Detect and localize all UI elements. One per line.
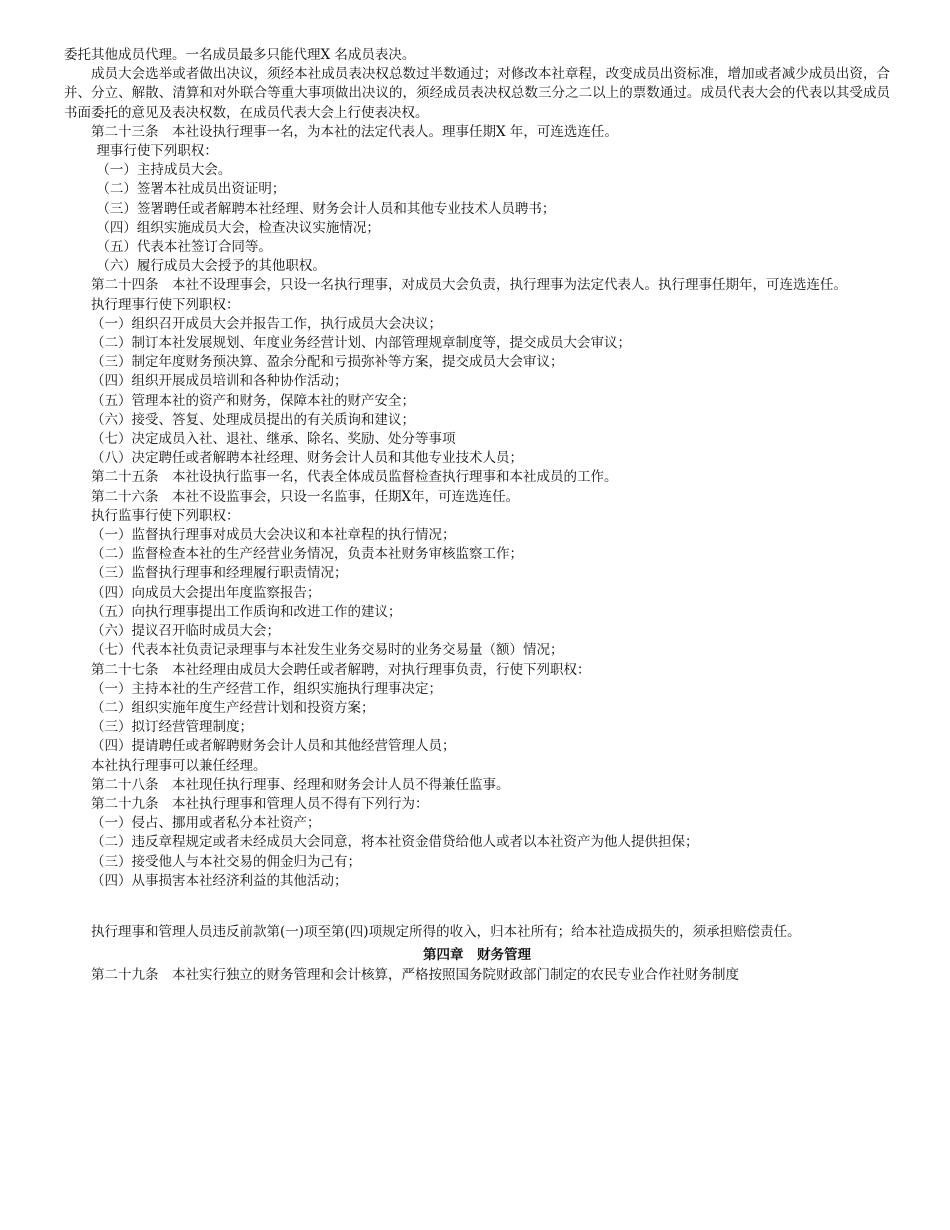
text-line: （六）提议召开临时成员大会；	[91, 623, 280, 640]
paragraph: 成员大会选举或者做出决议，须经本社成员表决权总数过半数通过；对修改本社章程，改变成员出资标准，增加或者减少成员出资，合并、分立、解散、清算和对外联合等重大事项做出决议的，须经成员表决权总数三分之二以上的票数通过。成员代表大会的代表以其受成员书面委托的意见及表决权数，在成员代表大会上行使表决权。	[64, 66, 890, 121]
text-line: （四）组织开展成员培训和各种协作活动；	[91, 373, 348, 390]
text-line: 执行监事行使下列职权：	[91, 507, 240, 524]
text-line: （四）提请聘任或者解聘财务会计人员和其他经营管理人员；	[91, 738, 456, 755]
text-line: （三）制定年度财务预决算、盈余分配和亏损弥补等方案，提交成员大会审议；	[91, 354, 564, 371]
text-line: 第二十九条 本社执行理事和管理人员不得有下列行为：	[91, 795, 429, 812]
text-line: （五）管理本社的资产和财务，保障本社的财产安全；	[91, 392, 415, 409]
finance-block	[64, 966, 890, 985]
text-line: （六）接受、答复、处理成员提出的有关质询和建议；	[91, 411, 415, 428]
text-line: （五）向执行理事提出工作质询和改进工作的建议；	[91, 603, 402, 620]
text-line: （三）监督执行理事和经理履行职责情况；	[91, 565, 348, 582]
text-line: （二）组织实施年度生产经营计划和投资方案；	[91, 699, 375, 716]
text-line: （三）签署聘任或者解聘本社经理、财务会计人员和其他专业技术人员聘书；	[96, 200, 556, 217]
paragraph: 第二十四条 本社不设理事会，只设一名执行理事，对成员大会负责，执行理事为法定代表人。执行理事任期年，可连选连任。	[91, 277, 847, 294]
text-line: 理事行使下列职权：	[96, 143, 218, 160]
text-line: （八）决定聘任或者解聘本社经理、财务会计人员和其他专业技术人员；	[91, 450, 523, 467]
text-line: （四）向成员大会提出年度监察报告；	[91, 584, 321, 601]
text-line: 第二十五条 本社设执行监事一名，代表全体成员监督检查执行理事和本社成员的工作。	[91, 469, 618, 486]
text-line: （一）侵占、挪用或者私分本社资产；	[91, 815, 321, 832]
text-line: （一）监督执行理事对成员大会决议和本社章程的执行情况；	[91, 527, 456, 544]
text-line: （一）主持成员大会。	[96, 162, 232, 179]
text-line: （三）拟订经营管理制度；	[91, 719, 253, 736]
text-line: （六）履行成员大会授予的其他职权。	[96, 258, 326, 275]
text-line: 第二十六条 本社不设监事会，只设一名监事，任期X年，可连选连任。	[91, 488, 520, 505]
text-line: 执行理事行使下列职权：	[91, 296, 240, 313]
text-line: （二）违反章程规定或者未经成员大会同意，将本社资金借贷给他人或者以本社资产为他人提供担保；	[91, 834, 699, 851]
text-line: 委托其他成员代理。一名成员最多只能代理X 名成员表决。	[64, 47, 416, 63]
clauses-block	[64, 46, 890, 891]
text-line: 第二十八条 本社现任执行理事、经理和财务会计人员不得兼任监事。	[91, 776, 510, 793]
document-page	[64, 46, 890, 985]
chapter-title: 第四章 财务管理	[423, 947, 531, 964]
text-line: （一）主持本社的生产经营工作，组织实施执行理事决定；	[91, 680, 442, 697]
text-line: （七）决定成员入社、退社、继承、除名、奖励、处分等事项	[91, 431, 456, 448]
paragraph: 执行理事和管理人员违反前款第(一)项至第(四)项规定所得的收入，归本社所有；给本社造成损失的，须承担赔偿责任。	[91, 923, 801, 940]
text-line: （四）从事损害本社经济利益的其他活动；	[91, 872, 348, 889]
paragraph: 第二十九条 本社实行独立的财务管理和会计核算，严格按照国务院财政部门制定的农民专业合作社财务制度	[91, 967, 739, 984]
text-line: （二）制订本社发展规划、年度业务经营计划、内部管理规章制度等，提交成员大会审议；	[91, 335, 631, 352]
text-line: （一）组织召开成员大会并报告工作，执行成员大会决议；	[91, 315, 442, 332]
liability-block	[64, 923, 890, 942]
text-line: （二）监督检查本社的生产经营业务情况，负责本社财务审核监察工作；	[91, 546, 523, 563]
blank-gap	[64, 891, 890, 923]
text-line: 本社执行理事可以兼任经理。	[91, 757, 267, 774]
text-line: （七）代表本社负责记录理事与本社发生业务交易时的业务交易量（额）情况；	[91, 642, 564, 659]
text-line: （三）接受他人与本社交易的佣金归为己有；	[91, 853, 361, 870]
text-line: 第二十七条 本社经理由成员大会聘任或者解聘，对执行理事负责，行使下列职权：	[91, 661, 591, 678]
text-line: 第二十三条 本社设执行理事一名，为本社的法定代表人。理事任期X 年，可连选连任。	[91, 123, 618, 140]
text-line: （四）组织实施成员大会，检查决议实施情况；	[96, 219, 380, 236]
text-line: （五）代表本社签订合同等。	[96, 239, 272, 256]
text-line: （二）签署本社成员出资证明；	[96, 181, 286, 198]
